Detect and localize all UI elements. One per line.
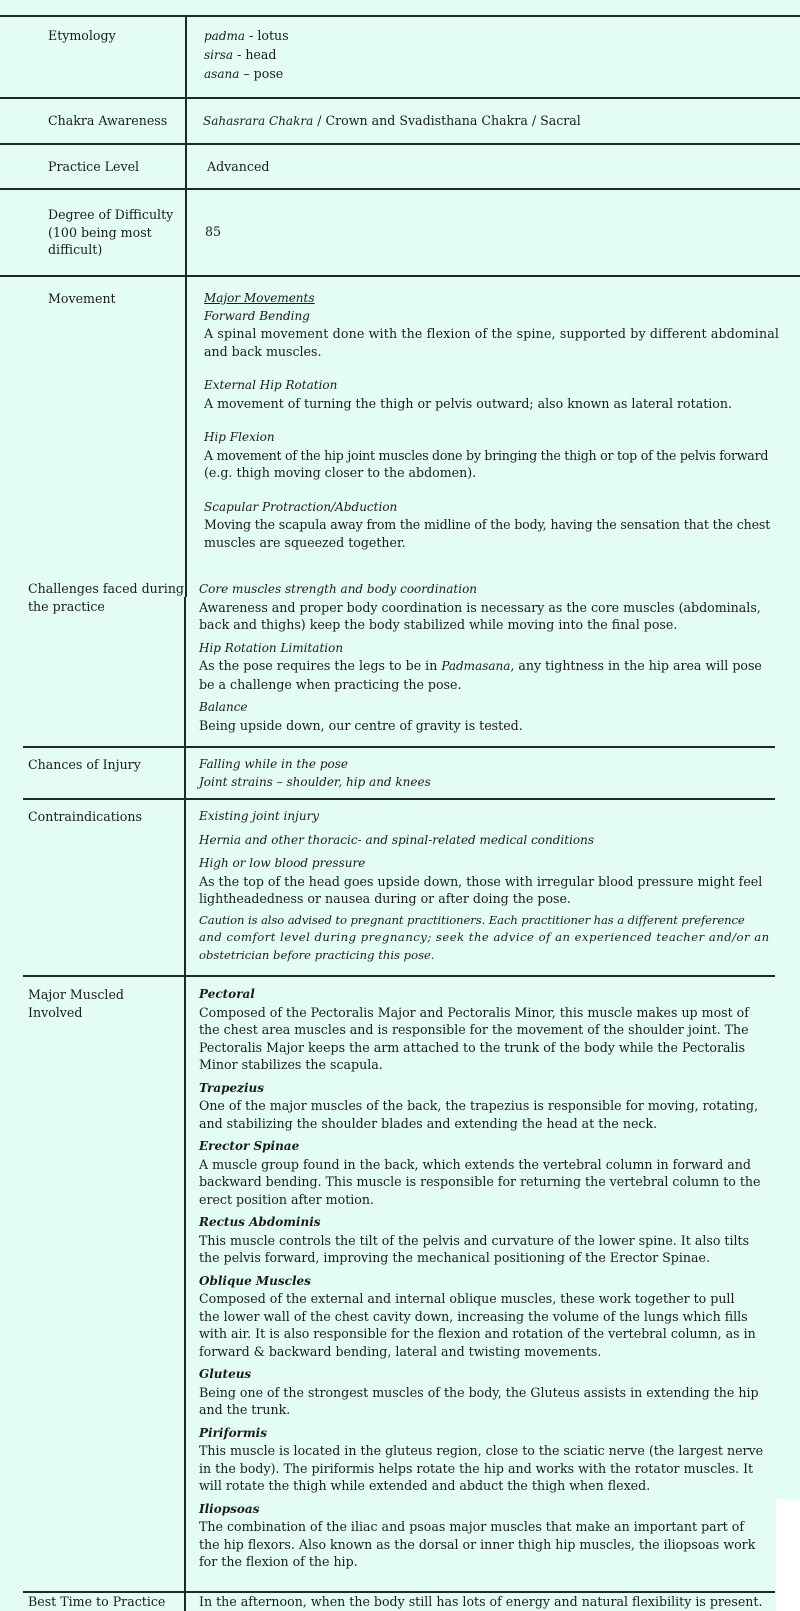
rule-contra-bottom — [23, 975, 775, 977]
etymology-term: asana — [204, 67, 240, 81]
contra-desc: lightheadedness or nausea during or after doing the pose. — [199, 891, 571, 906]
caution-line: obstetrician before practicing this pose. — [199, 947, 435, 962]
etymology-sep: - — [245, 28, 258, 43]
muscle-desc: and stabilizing the shoulder blades and extending the head at the neck. — [199, 1115, 658, 1131]
movement-content — [204, 290, 780, 551]
movement-desc: A movement of turning the thigh or pelvis outward; also known as lateral rotation. — [204, 395, 732, 411]
challenge-title: Hip Rotation Limitation — [199, 640, 344, 655]
muscle-desc: One of the major muscles of the back, the trapezius is responsible for moving, rotating, — [199, 1098, 759, 1113]
etymology-item — [204, 65, 283, 84]
etymology-sep: - — [233, 47, 246, 62]
contra-title: Hernia and other thoracic- and spinal-related medical conditions — [199, 832, 595, 847]
muscle-desc: with air. It is also responsible for the flexion and rotation of the vertebral column, as in — [199, 1326, 756, 1341]
muscle-title: Oblique Muscles — [199, 1273, 311, 1288]
movement-desc: Moving the scapula away from the midline of the body, having the sensation that the chest — [204, 517, 771, 532]
movement-desc: A spinal movement done with the flexion of the spine, supported by different abdominal — [204, 326, 780, 341]
chakra-text: / Crown and Svadisthana Chakra / Sacral — [313, 113, 581, 128]
muscle-desc: the pelvis forward, improving the mechanical positioning of the Erector Spinae. — [199, 1250, 710, 1265]
muscle-desc: will rotate the thigh while extended and abduct the thigh when flexed. — [199, 1478, 651, 1493]
contra-title: Existing joint injury — [199, 809, 320, 823]
injury-content — [199, 756, 751, 791]
label-chakra-awareness: Chakra Awareness — [48, 113, 168, 128]
challenge-desc-text: , any tightness in the hip area will pose — [510, 658, 762, 673]
muscle-title: Erector Spinae — [199, 1139, 300, 1153]
muscle-desc: The combination of the iliac and psoas major muscles that make an important part of — [199, 1519, 744, 1534]
blank-margin — [776, 1499, 800, 1611]
movement-desc: and back muscles. — [204, 343, 322, 359]
contraindications-content — [199, 808, 770, 964]
challenges-content — [199, 581, 762, 734]
movement-title: External Hip Rotation — [204, 378, 338, 392]
label-challenges — [28, 580, 184, 615]
caution-line: and comfort level during pregnancy; seek the advice of an experienced teacher and/or an — [199, 930, 770, 944]
label-practice-level: Practice Level — [48, 159, 140, 174]
rule-chakra-bottom — [0, 143, 800, 145]
etymology-sep: – — [239, 66, 254, 81]
caution-line: Caution is also advised to pregnant practitioners. Each practitioner has a different preference — [199, 912, 745, 927]
muscle-desc: and the trunk. — [199, 1402, 291, 1417]
injury-item: Falling while in the pose — [199, 757, 349, 771]
movement-title: Hip Flexion — [204, 430, 275, 444]
muscle-title: Trapezius — [199, 1080, 265, 1095]
muscle-desc: Being one of the strongest muscles of the body, the Gluteus assists in extending the hip — [199, 1384, 759, 1400]
etymology-item — [204, 46, 276, 65]
etymology-term: padma — [204, 29, 246, 43]
muscle-desc: Minor stabilizes the scapula. — [199, 1057, 383, 1072]
muscle-desc: the chest area muscles and is responsible for the movement of the shoulder joint. The — [199, 1022, 749, 1037]
chakra-term: Sahasrara Chakra — [203, 114, 314, 128]
rule-challenges-bottom — [23, 746, 775, 748]
etymology-item — [204, 27, 289, 46]
muscle-title: Pectoral — [199, 987, 255, 1001]
label-challenges-line: the practice — [28, 598, 105, 614]
muscle-desc: Composed of the Pectoralis Major and Pectoralis Minor, this muscle makes up most of — [199, 1004, 749, 1020]
muscle-desc: in the body). The piriformis helps rotate the hip and works with the rotator muscles. It — [199, 1460, 754, 1476]
muscle-desc: Pectoralis Major keeps the arm attached to the trunk of the body while the Pectoralis — [199, 1039, 746, 1055]
best-time-value: In the afternoon, when the body still has lots of energy and natural flexibility is present. — [199, 1594, 763, 1609]
label-muscles-line: Major Muscled — [28, 987, 124, 1002]
movement-title: Forward Bending — [204, 308, 310, 323]
movement-desc: muscles are squeezed together. — [204, 534, 406, 550]
rule-injury-bottom — [23, 798, 775, 800]
muscle-desc: This muscle is located in the gluteus region, close to the sciatic nerve (the largest nerve — [199, 1443, 764, 1458]
movement-title: Scapular Protraction/Abduction — [204, 499, 398, 514]
challenge-desc: be a challenge when practicing the pose. — [199, 676, 462, 692]
label-injury: Chances of Injury — [28, 757, 141, 772]
column-divider-lower — [184, 597, 186, 1611]
challenge-title: Balance — [199, 700, 248, 714]
rule-level-bottom — [0, 188, 800, 190]
difficulty-value: 85 — [205, 224, 222, 239]
muscle-desc: Composed of the external and internal oblique muscles, these work together to pull — [199, 1291, 735, 1306]
contra-desc: As the top of the head goes upside down, those with irregular blood pressure might feel — [199, 873, 763, 889]
muscle-title: Rectus Abdominis — [199, 1215, 321, 1229]
contra-title: High or low blood pressure — [199, 856, 366, 870]
rule-difficulty-bottom — [0, 275, 800, 277]
etymology-meaning: lotus — [257, 28, 289, 43]
label-muscles — [28, 986, 124, 1021]
muscle-desc: for the flexion of the hip. — [199, 1554, 358, 1569]
challenge-title: Core muscles strength and body coordination — [199, 582, 478, 596]
etymology-meaning: head — [245, 47, 277, 62]
label-challenges-line: Challenges faced during — [28, 581, 184, 596]
movement-desc: A movement of the hip joint muscles done by bringing the thigh or top of the pelvis forward — [204, 447, 769, 463]
label-difficulty-line: (100 being most — [48, 224, 152, 240]
muscle-desc: This muscle controls the tilt of the pelvis and curvature of the lower spine. It also tilts — [199, 1232, 750, 1248]
label-difficulty-line: difficult) — [48, 242, 103, 257]
label-muscles-line: Involved — [28, 1004, 83, 1020]
muscle-title: Piriformis — [199, 1425, 267, 1440]
practice-level-value: Advanced — [207, 159, 270, 174]
muscles-content — [199, 986, 764, 1571]
rule-top — [0, 15, 800, 17]
muscle-desc: forward & backward bending, lateral and twisting movements. — [199, 1343, 602, 1359]
label-difficulty — [48, 206, 173, 259]
movement-desc: (e.g. thigh moving closer to the abdomen). — [204, 465, 477, 480]
challenge-desc: Awareness and proper body coordination is necessary as the core muscles (abdominals, — [199, 599, 761, 615]
label-contraindications: Contraindications — [28, 809, 142, 824]
chakra-value — [203, 112, 581, 131]
etymology-meaning: pose — [253, 66, 284, 81]
challenge-desc: Being upside down, our centre of gravity is tested. — [199, 717, 523, 733]
label-best-time: Best Time to Practice — [28, 1594, 166, 1609]
challenge-desc-text: As the pose requires the legs to be in — [199, 658, 442, 673]
challenge-desc: back and thighs) keep the body stabilized while moving into the final pose. — [199, 617, 678, 632]
muscle-desc: backward bending. This muscle is responsible for returning the vertebral column to the — [199, 1174, 761, 1189]
etymology-term: sirsa — [204, 48, 234, 62]
muscle-desc: erect position after motion. — [199, 1191, 374, 1207]
injury-item: Joint strains – shoulder, hip and knees — [199, 774, 431, 789]
challenge-desc — [199, 657, 762, 676]
muscle-desc: A muscle group found in the back, which extends the vertebral column in forward and — [199, 1156, 751, 1172]
muscle-desc: the lower wall of the chest cavity down, increasing the volume of the lungs which fills — [199, 1308, 748, 1324]
muscle-desc: the hip flexors. Also known as the dorsal or inner thigh hip muscles, the iliopsoas work — [199, 1536, 756, 1552]
movement-heading: Major Movements — [204, 291, 315, 305]
rule-etymology-bottom — [0, 97, 800, 99]
label-movement: Movement — [48, 291, 116, 306]
label-etymology: Etymology — [48, 28, 116, 43]
muscle-title: Gluteus — [199, 1367, 252, 1381]
column-divider-upper — [185, 15, 187, 597]
challenge-desc-term: Padmasana — [441, 659, 511, 673]
label-difficulty-line: Degree of Difficulty — [48, 207, 174, 222]
muscle-title: Iliopsoas — [199, 1501, 260, 1516]
